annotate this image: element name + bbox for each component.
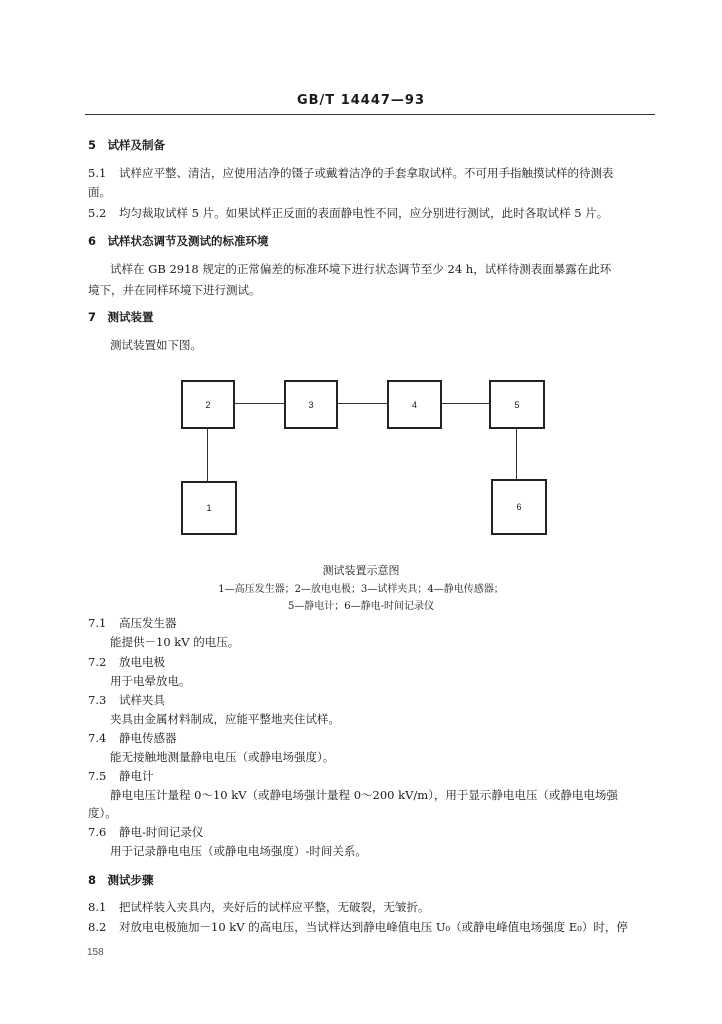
block-2-label: 2 [205, 399, 211, 410]
section-6-heading: 6 试样状态调节及测试的标准环境 [88, 234, 269, 248]
connector-4-5 [440, 403, 490, 404]
page-number: 158 [87, 947, 104, 958]
block-3-label: 3 [308, 399, 314, 410]
clause-8-2-number: 8.2 [88, 920, 107, 934]
section-5-heading: 5 试样及制备 [88, 138, 166, 152]
block-6-label: 6 [516, 502, 522, 512]
clause-5-1-number: 5.1 [88, 166, 107, 180]
section-7-heading: 7 测试装置 [88, 310, 154, 324]
diagram-legend-line-1: 1—高压发生器；2—放电电极；3—试样夹具；4—静电传感器； [218, 584, 504, 595]
clause-7-5-desc: 静电电压计量程 0～10 kV（或静电场强计量程 0～200 kV/m），用于显示静电电压（或静电电场强 [110, 788, 618, 802]
block-6-recorder [491, 479, 547, 535]
connector-3-4 [336, 403, 388, 404]
block-5-label: 5 [514, 399, 520, 410]
clause-7-1-title: 高压发生器 [119, 616, 177, 630]
clause-7-2-title: 放电电极 [119, 655, 165, 669]
clause-5-2-number: 5.2 [88, 206, 107, 220]
clause-7-5-desc-cont: 度）。 [88, 806, 117, 820]
clause-7-3-title: 试样夹具 [119, 693, 165, 707]
diagram-caption: 测试装置示意图 [322, 564, 400, 577]
block-4-label: 4 [411, 399, 417, 410]
section-6-text: 试样在 GB 2918 规定的正常偏差的标准环境下进行状态调节至少 24 h，试样待测表面暴露在此环 [110, 262, 612, 276]
clause-7-1-desc: 能提供－10 kV 的电压。 [110, 635, 240, 649]
clause-7-6-title: 静电-时间记录仪 [119, 825, 204, 839]
block-1-hv-generator [181, 481, 237, 535]
clause-7-5-title: 静电计 [119, 769, 154, 783]
clause-7-6-number: 7.6 [88, 825, 107, 839]
connector-5-6 [516, 427, 517, 479]
block-4-static-sensor [387, 380, 442, 429]
clause-7-2-number: 7.2 [88, 655, 107, 669]
clause-5-1-text-cont: 面。 [88, 185, 111, 199]
clause-7-4-desc: 能无接触地测量静电电压（或静电场强度）。 [110, 750, 335, 764]
block-1-label: 1 [206, 503, 212, 513]
section-8-heading: 8 测试步骤 [88, 873, 154, 887]
clause-7-3-number: 7.3 [88, 693, 107, 707]
clause-7-4-number: 7.4 [88, 731, 107, 745]
diagram-legend-line-2: 5—静电计；6—静电-时间记录仪 [287, 601, 435, 612]
clause-7-3-desc: 夹具由金属材料制成，应能平整地夹住试样。 [110, 712, 340, 726]
clause-7-1-number: 7.1 [88, 616, 107, 630]
section-7-intro: 测试装置如下图。 [110, 338, 202, 352]
clause-7-2-desc: 用于电晕放电。 [110, 674, 191, 688]
section-6-text-cont: 境下，并在同样环境下进行测试。 [88, 283, 261, 297]
clause-7-4-title: 静电传感器 [119, 731, 177, 745]
clause-5-2-text: 均匀裁取试样 5 片。如果试样正反面的表面静电性不同，应分别进行测试，此时各取试样 5 片。 [119, 206, 609, 220]
connector-2-3 [233, 403, 285, 404]
header-rule [85, 114, 655, 115]
connector-2-1 [207, 427, 208, 481]
clause-8-1-text: 把试样装入夹具内，夹好后的试样应平整，无破裂，无皱折。 [119, 900, 430, 914]
block-2-discharge-electrode [181, 380, 235, 429]
block-3-sample-holder [284, 380, 338, 429]
clause-5-1-text: 试样应平整、清洁，应使用洁净的镊子或戴着洁净的手套拿取试样。不可用手指触摸试样的待测表 [119, 166, 614, 180]
block-5-electrometer [489, 380, 545, 429]
clause-8-1-number: 8.1 [88, 900, 107, 914]
clause-7-6-desc: 用于记录静电电压（或静电电场强度）-时间关系。 [110, 844, 367, 858]
standard-number-header: GB/T 14447—93 [296, 93, 426, 108]
clause-7-5-number: 7.5 [88, 769, 107, 783]
clause-8-2-text: 对放电电极施加－10 kV 的高电压，当试样达到静电峰值电压 U₀（或静电峰值电场强度 E₀）时，停 [119, 920, 628, 934]
